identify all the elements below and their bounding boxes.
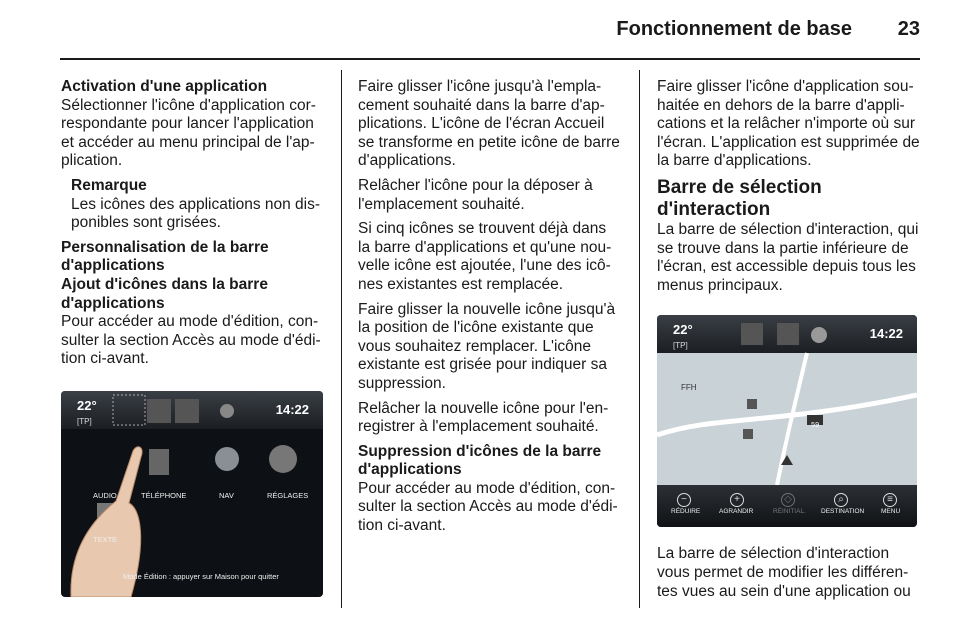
column-3: [657, 78, 921, 601]
icon-label-nav: NAV: [219, 490, 234, 500]
icon-label-texte: TEXTE: [93, 534, 118, 544]
app-bar-slot-3: [811, 327, 827, 343]
button-label-reinitial: RÉINITIAL.: [773, 507, 806, 515]
icon-label-reglages: RÉGLAGES: [267, 490, 309, 500]
button-label-menu: MENU: [881, 507, 901, 515]
header-divider: [60, 58, 920, 60]
edit-mode-screenshot: [61, 391, 323, 597]
road-number: 59: [811, 420, 820, 430]
navigation-screenshot: [657, 315, 917, 527]
menu-icon[interactable]: ≡: [883, 493, 897, 507]
interaction-selector-bar: [657, 485, 917, 527]
heading-suppression: Suppression d'icônes de la barre d'applications: [358, 442, 602, 479]
temperature: 22°: [673, 322, 693, 338]
heading-activation: Activation d'une application: [61, 78, 268, 95]
paragraph-save: Relâcher la nouvelle icône pour l'en-registrer à l'emplacement souhaité.: [358, 399, 609, 436]
app-bar-slot-2: [777, 323, 799, 345]
icon-label-audio: AUDIO: [93, 490, 117, 500]
paragraph-activation: Sélectionner l'icône d'application cor-respondante pour lancer l'application et accéder au menu principal de l'ap-plication.: [61, 96, 316, 170]
paragraph-drag: Faire glisser l'icône jusqu'à l'empla-cement souhaité dans la barre d'ap-plications. L'icône de l'écran Accueil se transforme en petite icône de barre d'applications.: [358, 78, 620, 170]
tp-indicator: [TP]: [673, 341, 688, 351]
page-number: 23: [897, 18, 920, 40]
column-1: [61, 78, 323, 597]
page-header: [60, 0, 920, 50]
app-bar-slot-2: [147, 399, 171, 423]
button-label-reduire: RÉDUIRE: [671, 507, 701, 515]
paragraph-remove: Faire glisser l'icône d'application sou-haitée en dehors de la barre d'appli-cations et la relâcher n'importe où sur l'écran. L'application est supprimée de la barre d'applications.: [657, 78, 920, 170]
reset-icon: ◇: [781, 493, 795, 507]
map-road: [657, 395, 917, 435]
paragraph-suppression: Pour accéder au mode d'édition, con-sulter la section Accès au mode d'édi-tion ci-avant.: [358, 479, 618, 535]
paragraph-replace: Faire glisser la nouvelle icône jusqu'à la position de l'icône existante que vous souhaitez remplacer. L'icône existante est grisée pour indiquer sa suppression.: [358, 300, 616, 392]
poi-marker-2: [743, 429, 753, 439]
note-box: [61, 177, 323, 233]
app-bar-slot-1: [741, 323, 763, 345]
tp-indicator: [TP]: [77, 416, 92, 426]
paragraph-interaction-bar-2: La barre de sélection d'interaction vous permet de modifier les différen-tes vues au sein d'une application ou: [657, 545, 911, 600]
button-label-agrandir: AGRANDIR: [719, 507, 754, 515]
gear-icon: [269, 445, 297, 473]
compass-icon: [215, 447, 239, 471]
column-2: [358, 78, 622, 536]
paragraph-interaction-bar: La barre de sélection d'interaction, qui se trouve dans la partie inférieure de l'écran, est accessible depuis tous les menus principaux.: [657, 220, 919, 294]
zoom-out-icon[interactable]: −: [677, 493, 691, 507]
zoom-in-icon[interactable]: +: [730, 493, 744, 507]
heading-interaction-bar: Barre de sélection d'interaction: [657, 176, 822, 220]
note-title: Remarque: [71, 176, 147, 194]
edit-mode-hint: Mode Édition : appuyer sur Maison pour quitter: [123, 572, 279, 582]
button-label-destination: DESTINATION: [821, 507, 865, 515]
heading-ajout: Ajout d'icônes dans la barre d'applications: [61, 275, 268, 312]
note-text: Les icônes des applications non dis-ponibles sont grisées.: [71, 195, 321, 232]
app-bar-slot-4: [220, 404, 234, 418]
icon-label-telephone: TÉLÉPHONE: [141, 490, 187, 500]
app-bar-slot-3: [175, 399, 199, 423]
paragraph-release: Relâcher l'icône pour la déposer à l'emplacement souhaité.: [358, 176, 593, 213]
column-divider-2: [639, 70, 640, 608]
poi-marker: [747, 399, 757, 409]
heading-personnalisation: Personnalisation de la barre d'applications: [61, 238, 269, 275]
paragraph-five-icons: Si cinq icônes se trouvent déjà dans la barre d'applications et qu'une nou-velle icône est ajoutée, l'une des icô-nes existantes est remplacée.: [358, 220, 612, 293]
paragraph-ajout: Pour accéder au mode d'édition, con-sulter la section Accès au mode d'édi-tion ci-avant.: [61, 313, 321, 368]
app-bar-slot: [113, 395, 145, 425]
temperature: 22°: [77, 397, 97, 413]
column-divider-1: [341, 70, 342, 608]
clock: 14:22: [275, 401, 309, 417]
map-label-ffh: FFH: [681, 383, 697, 393]
map-road-2: [777, 353, 807, 485]
clock: 14:22: [869, 326, 903, 342]
destination-icon[interactable]: ⌕: [834, 493, 848, 507]
page-title: Fonctionnement de base: [616, 18, 852, 40]
phone-icon: [149, 449, 169, 475]
